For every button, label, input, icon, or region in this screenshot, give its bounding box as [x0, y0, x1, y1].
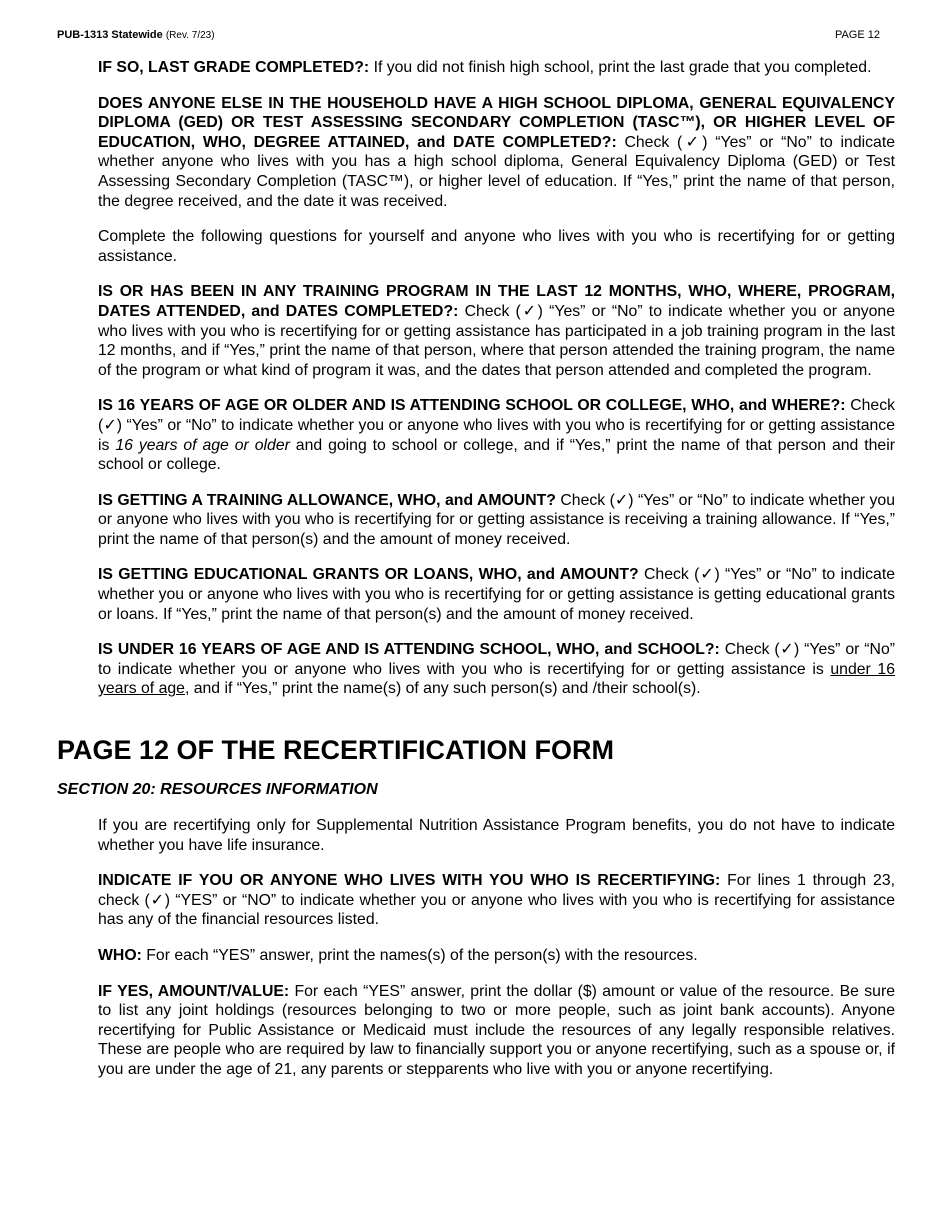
educational-grants-paragraph: [98, 565, 895, 624]
emphasis-text: 16 years of age or older: [115, 436, 290, 454]
page-title: PAGE 12 OF THE RECERTIFICATION FORM: [57, 735, 615, 766]
paragraph-heading: WHO:: [98, 947, 142, 964]
section-title: SECTION 20: RESOURCES INFORMATION: [57, 781, 378, 799]
paragraph-text: For lines 1 through 23, check (✓) “YES” or “NO” to indicate whether you or anyone who lives with you who is recertifying for assistance has any of the financial resources listed.: [98, 872, 895, 929]
paragraph-heading: IF SO, LAST GRADE COMPLETED?:: [98, 59, 370, 76]
instructions-paragraph: [98, 227, 895, 266]
paragraph-heading: DOES ANYONE ELSE IN THE HOUSEHOLD HAVE A HIGH SCHOOL DIPLOMA, GENERAL EQUIVALENCY DIPLOMA (GED) OR TEST ASSESSING SECONDARY COMPLETION (TASC™), OR HIGHER LEVEL OF EDUCATION, WHO, DEGREE ATTAINED, and DATE COMPLETED?:: [98, 94, 895, 151]
paragraph-heading: IF YES, AMOUNT/VALUE:: [98, 982, 290, 1000]
paragraph-text: Check (✓) “Yes” or “No” to indicate whether you or anyone who lives with you who is recertifying for or getting assistance is: [98, 641, 896, 678]
revision-text: (Rev. 7/23): [165, 30, 215, 41]
paragraph-heading: IS OR HAS BEEN IN ANY TRAINING PROGRAM IN THE LAST 12 MONTHS, WHO, WHERE, PROGRAM, DATES ATTENDED, and DATES COMPLETED?:: [98, 283, 895, 320]
paragraph-text: Check (✓) “Yes” or “No” to indicate whether you or anyone who lives with you who is recertifying for or getting assistance is receiving a training allowance. If “Yes,” print the name of that person(s) and the amount of money received.: [98, 491, 895, 548]
under-16-school-paragraph: [98, 640, 895, 699]
paragraph-text: Complete the following questions for yourself and anyone who lives with you who is recertifying for or getting assistance.: [98, 228, 895, 265]
training-allowance-paragraph: [98, 491, 895, 550]
indicate-resources-paragraph: [98, 871, 895, 930]
page-header: [57, 29, 880, 43]
paragraph-text: Check (✓) “Yes” or “No” to indicate whether you or anyone who lives with you who is recertifying for or getting assistance has participated in a job training program in the last 12 months, and if “Yes,” print the name of that person, where that person attended the training program, the name of the program or what kind of program it was, and the dates that person attended and completed the program.: [98, 302, 895, 379]
paragraph-text: For each “YES” answer, print the dollar ($) amount or value of the resource. Be sure to list any joint holdings (resources belonging to two or more people, such as joint bank accounts). Anyone recertifying for Public Assistance or Medicaid must include the resources of any legally responsible relatives. These are people who are required by law to financially support you or anyone recertifying, such as a spouse or, if you are under the age of 21, any parents or stepparents who live with you or anyone recertifying.: [98, 982, 895, 1078]
household-education-paragraph: [98, 94, 895, 212]
who-paragraph: [98, 946, 895, 966]
paragraph-heading: INDICATE IF YOU OR ANYONE WHO LIVES WITH YOU WHO IS RECERTIFYING:: [98, 872, 721, 890]
paragraph-heading: IS 16 YEARS OF AGE OR OLDER AND IS ATTENDING SCHOOL OR COLLEGE, WHO, and WHERE?:: [98, 397, 846, 415]
document-id-text: PUB-1313 Statewide: [57, 29, 163, 41]
paragraph-text: If you are recertifying only for Supplemental Nutrition Assistance Program benefits, you do not have to indicate whether you have life insurance.: [98, 817, 895, 854]
attending-school-16-plus-paragraph: [98, 396, 895, 474]
page-number: PAGE 12: [834, 29, 880, 41]
paragraph-heading: IS UNDER 16 YEARS OF AGE AND IS ATTENDING SCHOOL, WHO, and SCHOOL?:: [98, 641, 720, 659]
paragraph-text: Check (✓) “Yes” or “No” to indicate whether you or anyone who lives with you who is recertifying for or getting assistance is: [98, 397, 895, 454]
paragraph-heading: IS GETTING EDUCATIONAL GRANTS OR LOANS, WHO, and AMOUNT?: [98, 566, 639, 584]
page-content: [57, 58, 895, 1096]
amount-value-paragraph: [98, 982, 895, 1080]
paragraph-text: , and if “Yes,” print the name(s) of any such person(s) and /their school(s).: [184, 680, 701, 698]
life-insurance-paragraph: [98, 816, 895, 855]
paragraph-text: If you did not finish high school, print the last grade that you completed.: [369, 59, 872, 76]
underlined-text: under 16 years of age: [98, 660, 895, 698]
paragraph-text: Check (✓) “Yes” or “No” to indicate whether anyone who lives with you has a high school diploma, General Equivalency Diploma (GED) or Test Assessing Secondary Completion (TASC™), or higher level of education. If “Yes,” print the name of that person, the degree received, and the date it was received.: [98, 133, 895, 210]
document-id: [57, 29, 215, 41]
paragraph-text: Check (✓) “Yes” or “No” to indicate whether you or anyone who lives with you who is recertifying for or getting assistance is getting educational grants or loans. If “Yes,” print the name of that person(s) and the amount of money received.: [98, 566, 895, 623]
last-grade-paragraph: [98, 58, 895, 78]
paragraph-text: and going to school or college, and if “Yes,” print the name of that person and their school or college.: [98, 436, 895, 474]
paragraph-text: For each “YES” answer, print the names(s) of the person(s) with the resources.: [141, 947, 698, 964]
paragraph-heading: IS GETTING A TRAINING ALLOWANCE, WHO, and AMOUNT?: [98, 491, 556, 509]
training-program-paragraph: [98, 282, 895, 380]
